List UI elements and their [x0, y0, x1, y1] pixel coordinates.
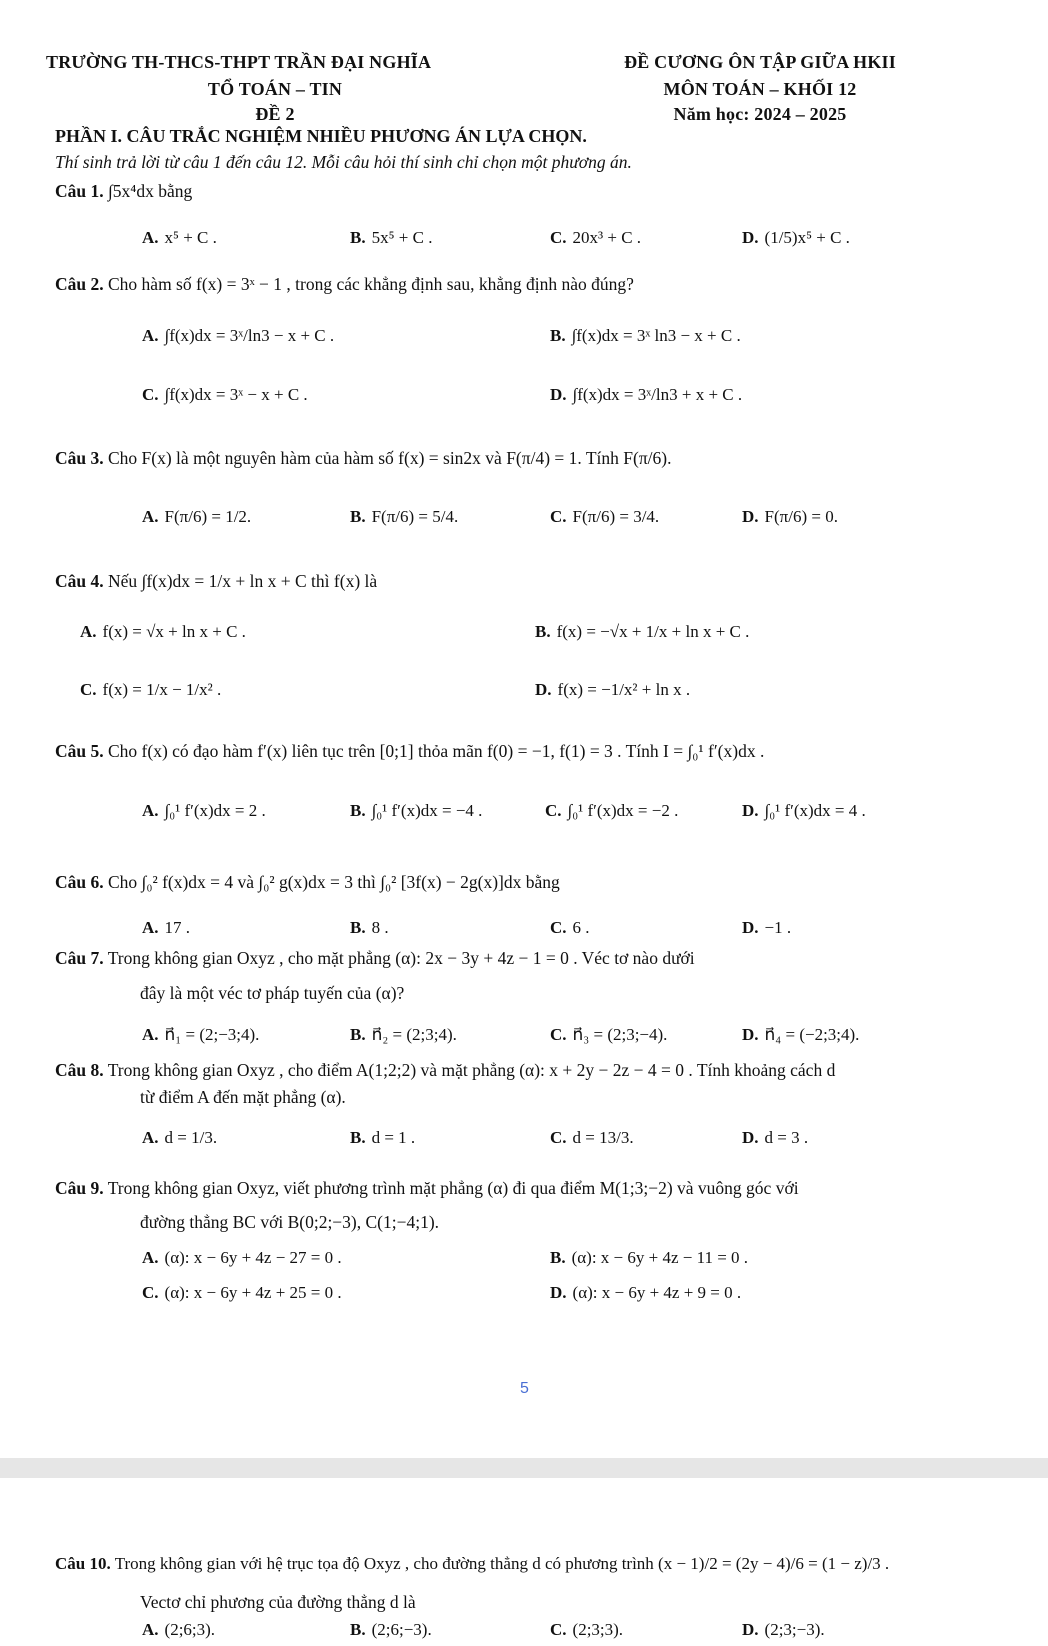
question-1	[55, 181, 192, 202]
q6-option-d[interactable]: D. −1 .	[742, 918, 792, 937]
q8-option-d[interactable]: D. d = 3 .	[742, 1128, 809, 1147]
school-year: Năm học: 2024 – 2025	[673, 104, 847, 124]
question-10: Câu 10. Trong không gian với hệ trục tọa độ Oxyz , cho đường thẳng d có phương trình (x − 1)/2 = (2y − 4)/6 = (1 − z)/3 .	[55, 1554, 890, 1573]
section-instruction: Thí sinh trả lời từ câu 1 đến câu 12. Mỗi câu hỏi thí sinh chỉ chọn một phương án.	[55, 152, 632, 172]
q3-option-c[interactable]: C. F(π/6) = 3/4.	[550, 507, 660, 526]
q5-option-a[interactable]: A. ∫₀¹ f′(x)dx = 2 .	[142, 801, 266, 820]
q10-option-d[interactable]: D. (2;3;−3).	[742, 1620, 825, 1639]
q5-option-d[interactable]: D. ∫₀¹ f′(x)dx = 4 .	[742, 801, 866, 820]
q7-option-c[interactable]: C. n⃗₃ = (2;3;−4).	[550, 1025, 668, 1044]
question-6: Câu 6. Cho ∫₀² f(x)dx = 4 và ∫₀² g(x)dx = 3 thì ∫₀² [3f(x) − 2g(x)]dx bằng	[55, 872, 560, 892]
q1-option-b[interactable]: B. 5x⁵ + C .	[350, 228, 433, 247]
q10-option-a[interactable]: A. (2;6;3).	[142, 1620, 216, 1639]
question-10-cont: Vectơ chỉ phương của đường thẳng d là	[140, 1592, 416, 1612]
question-8-cont: từ điểm A đến mặt phẳng (α).	[140, 1087, 346, 1107]
school-name: TRƯỜNG TH-THCS-THPT TRẦN ĐẠI NGHĨA	[46, 52, 432, 72]
question-4: Câu 4. Nếu ∫f(x)dx = 1/x + ln x + C thì f(x) là	[55, 571, 378, 591]
q6-option-b[interactable]: B. 8 .	[350, 918, 389, 937]
q1-option-a[interactable]: A. x⁵ + C .	[142, 228, 217, 247]
department-name: TỔ TOÁN – TIN	[207, 79, 343, 99]
q9-option-a[interactable]: A. (α): x − 6y + 4z − 27 = 0 .	[142, 1248, 342, 1267]
q8-option-c[interactable]: C. d = 13/3.	[550, 1128, 634, 1147]
q4-option-a[interactable]: A. f(x) = √x + ln x + C .	[80, 622, 246, 641]
page-number: 5	[520, 1380, 529, 1397]
q7-option-a[interactable]: A. n⃗₁ = (2;−3;4).	[142, 1025, 260, 1044]
q9-option-b[interactable]: B. (α): x − 6y + 4z − 11 = 0 .	[550, 1248, 749, 1267]
exam-code: ĐỀ 2	[255, 104, 295, 124]
q4-option-c[interactable]: C. f(x) = 1/x − 1/x² .	[80, 680, 222, 699]
section-title: PHẦN I. CÂU TRẮC NGHIỆM NHIỀU PHƯƠNG ÁN LỰA CHỌN.	[55, 126, 587, 146]
q6-option-a[interactable]: A. 17 .	[142, 918, 191, 937]
page-6	[0, 1478, 1048, 1646]
q9-option-c[interactable]: C. (α): x − 6y + 4z + 25 = 0 .	[142, 1283, 342, 1302]
q2-option-a[interactable]: A. ∫f(x)dx = 3ˣ/ln3 − x + C .	[142, 326, 335, 345]
question-3: Câu 3. Cho F(x) là một nguyên hàm của hàm số f(x) = sin2x và F(π/4) = 1. Tính F(π/6).	[55, 448, 672, 468]
q7-option-b[interactable]: B. n⃗₂ = (2;3;4).	[350, 1025, 457, 1044]
q3-option-a[interactable]: A. F(π/6) = 1/2.	[142, 507, 252, 526]
document-title: ĐỀ CƯƠNG ÔN TẬP GIỮA HKII	[624, 52, 896, 72]
q8-option-a[interactable]: A. d = 1/3.	[142, 1128, 218, 1147]
q4-option-b[interactable]: B. f(x) = −√x + 1/x + ln x + C .	[535, 622, 750, 641]
q5-option-b[interactable]: B. ∫₀¹ f′(x)dx = −4 .	[350, 801, 483, 820]
q3-option-b[interactable]: B. F(π/6) = 5/4.	[350, 507, 459, 526]
page-break	[0, 1458, 1048, 1478]
question-label: Câu 1.	[55, 181, 104, 201]
q2-option-c[interactable]: C. ∫f(x)dx = 3ˣ − x + C .	[142, 385, 308, 404]
question-text: ∫5x⁴dx bằng	[108, 181, 193, 201]
q10-option-c[interactable]: C. (2;3;3).	[550, 1620, 624, 1639]
q5-option-c[interactable]: C. ∫₀¹ f′(x)dx = −2 .	[545, 801, 679, 820]
q2-option-d[interactable]: D. ∫f(x)dx = 3ˣ/ln3 + x + C .	[550, 385, 743, 404]
q8-option-b[interactable]: B. d = 1 .	[350, 1128, 416, 1147]
q1-option-d[interactable]: D. (1/5)x⁵ + C .	[742, 228, 850, 247]
question-2: Câu 2. Cho hàm số f(x) = 3ˣ − 1 , trong các khẳng định sau, khẳng định nào đúng?	[55, 274, 634, 294]
q2-option-b[interactable]: B. ∫f(x)dx = 3ˣ ln3 − x + C .	[550, 326, 741, 345]
question-8: Câu 8. Trong không gian Oxyz , cho điểm A(1;2;2) và mặt phẳng (α): x + 2y − 2z − 4 = 0 . Tính khoảng cách d	[55, 1060, 836, 1080]
q9-option-d[interactable]: D. (α): x − 6y + 4z + 9 = 0 .	[550, 1283, 742, 1302]
q6-option-c[interactable]: C. 6 .	[550, 918, 590, 937]
question-5: Câu 5. Cho f(x) có đạo hàm f′(x) liên tục trên [0;1] thỏa mãn f(0) = −1, f(1) = 3 . Tính I = ∫₀¹ f′(x)dx .	[55, 741, 765, 761]
q4-option-d[interactable]: D. f(x) = −1/x² + ln x .	[535, 680, 691, 699]
subject-grade: MÔN TOÁN – KHỐI 12	[663, 79, 857, 99]
q1-option-c[interactable]: C. 20x³ + C .	[550, 228, 642, 247]
q7-option-d[interactable]: D. n⃗₄ = (−2;3;4).	[742, 1025, 860, 1044]
question-9: Câu 9. Trong không gian Oxyz, viết phương trình mặt phẳng (α) đi qua điểm M(1;3;−2) và vuông góc với	[55, 1178, 799, 1198]
question-7-cont: đây là một véc tơ pháp tuyến của (α)?	[140, 983, 405, 1003]
question-9-cont: đường thẳng BC với B(0;2;−3), C(1;−4;1).	[140, 1212, 440, 1232]
question-7: Câu 7. Trong không gian Oxyz , cho mặt phẳng (α): 2x − 3y + 4z − 1 = 0 . Véc tơ nào dưới	[55, 948, 695, 968]
q10-option-b[interactable]: B. (2;6;−3).	[350, 1620, 432, 1639]
q3-option-d[interactable]: D. F(π/6) = 0.	[742, 507, 838, 526]
